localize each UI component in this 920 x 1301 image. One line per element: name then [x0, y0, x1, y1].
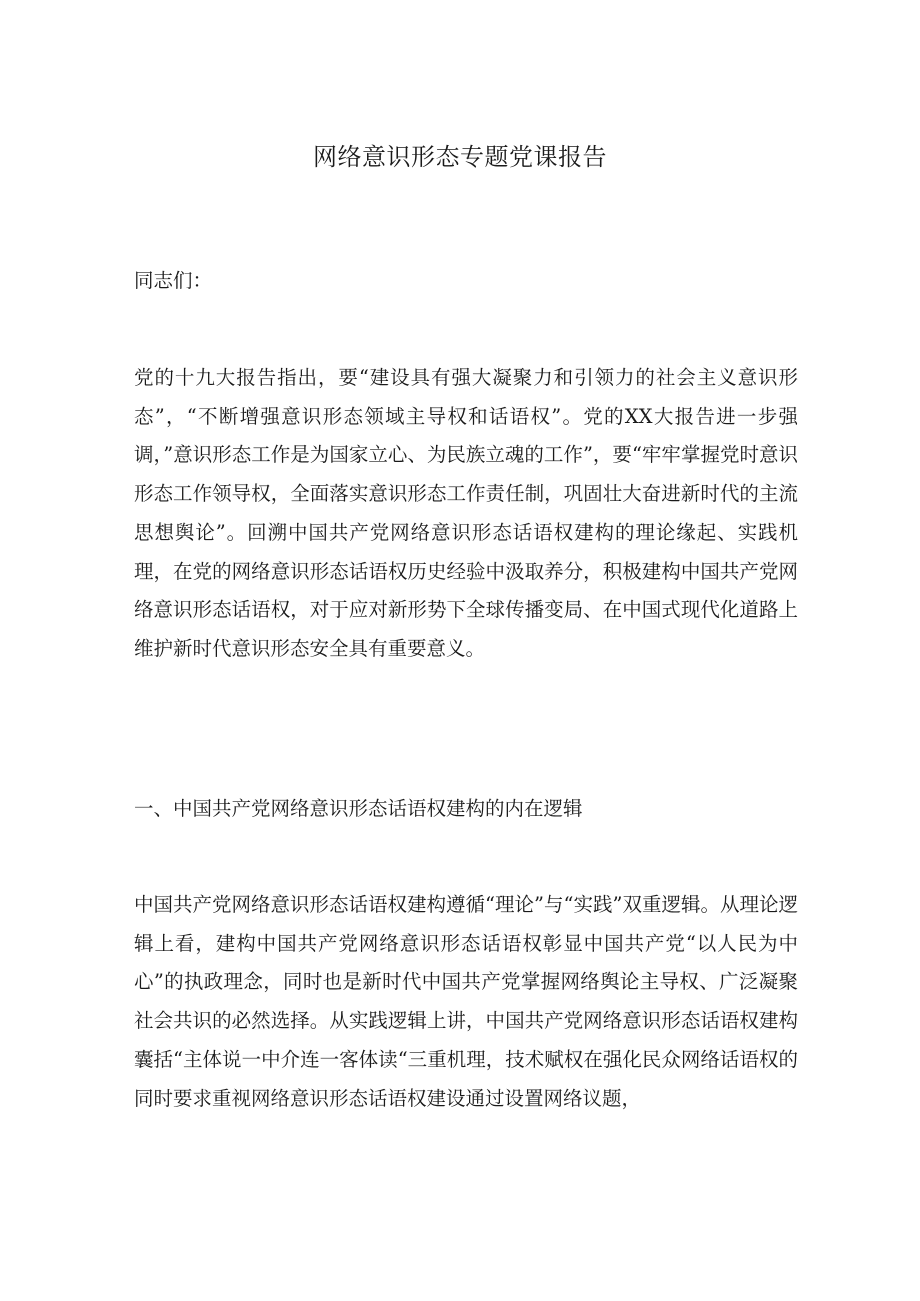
- section-1-paragraph: 中国共产党网络意识形态话语权建构遵循“理论”与“实践”双重逻辑。从理论逻辑上看，建构中国共产党网络意识形态话语权彰显中国共产党“以人民为中心”的执政理念，同时也是新时代中国共产党掌握网络舆论主导权、广泛凝聚社会共识的必然选择。从实践逻辑上讲，中国共产党网络意识形态话语权建构囊括“主体说一中介连一客体读“三重机理，技术赋权在强化民众网络话语权的同时要求重视网络意识形态话语权建设通过设置网络议题，: [134, 893, 798, 1110]
- section-1-heading: 一、中国共产党网络意识形态话语权建构的内在逻辑: [134, 797, 583, 820]
- salutation: 同志们：: [134, 269, 213, 292]
- document-title: 网络意识形态专题党课报告: [313, 143, 607, 171]
- intro-paragraph: 党的十九大报告指出，要“建设具有强大凝聚力和引领力的社会主义意识形态”，“不断增强意识形态领域主导权和话语权”。党的XX大报告进一步强调，”意识形态工作是为国家立心、为民族立魂的工作”，要“牢牢掌握党时意识形态工作领导权，全面落实意识形态工作责任制，巩固壮大奋进新时代的主流思想舆论”。回溯中国共产党网络意识形态话语权建构的理论缘起、实践机理，在党的网络意识形态话语权历史经验中汲取养分，积极建构中国共产党网络意识形态话语权，对于应对新形势下全球传播变局、在中国式现代化道路上维护新时代意识形态安全具有重要意义。: [134, 366, 798, 660]
